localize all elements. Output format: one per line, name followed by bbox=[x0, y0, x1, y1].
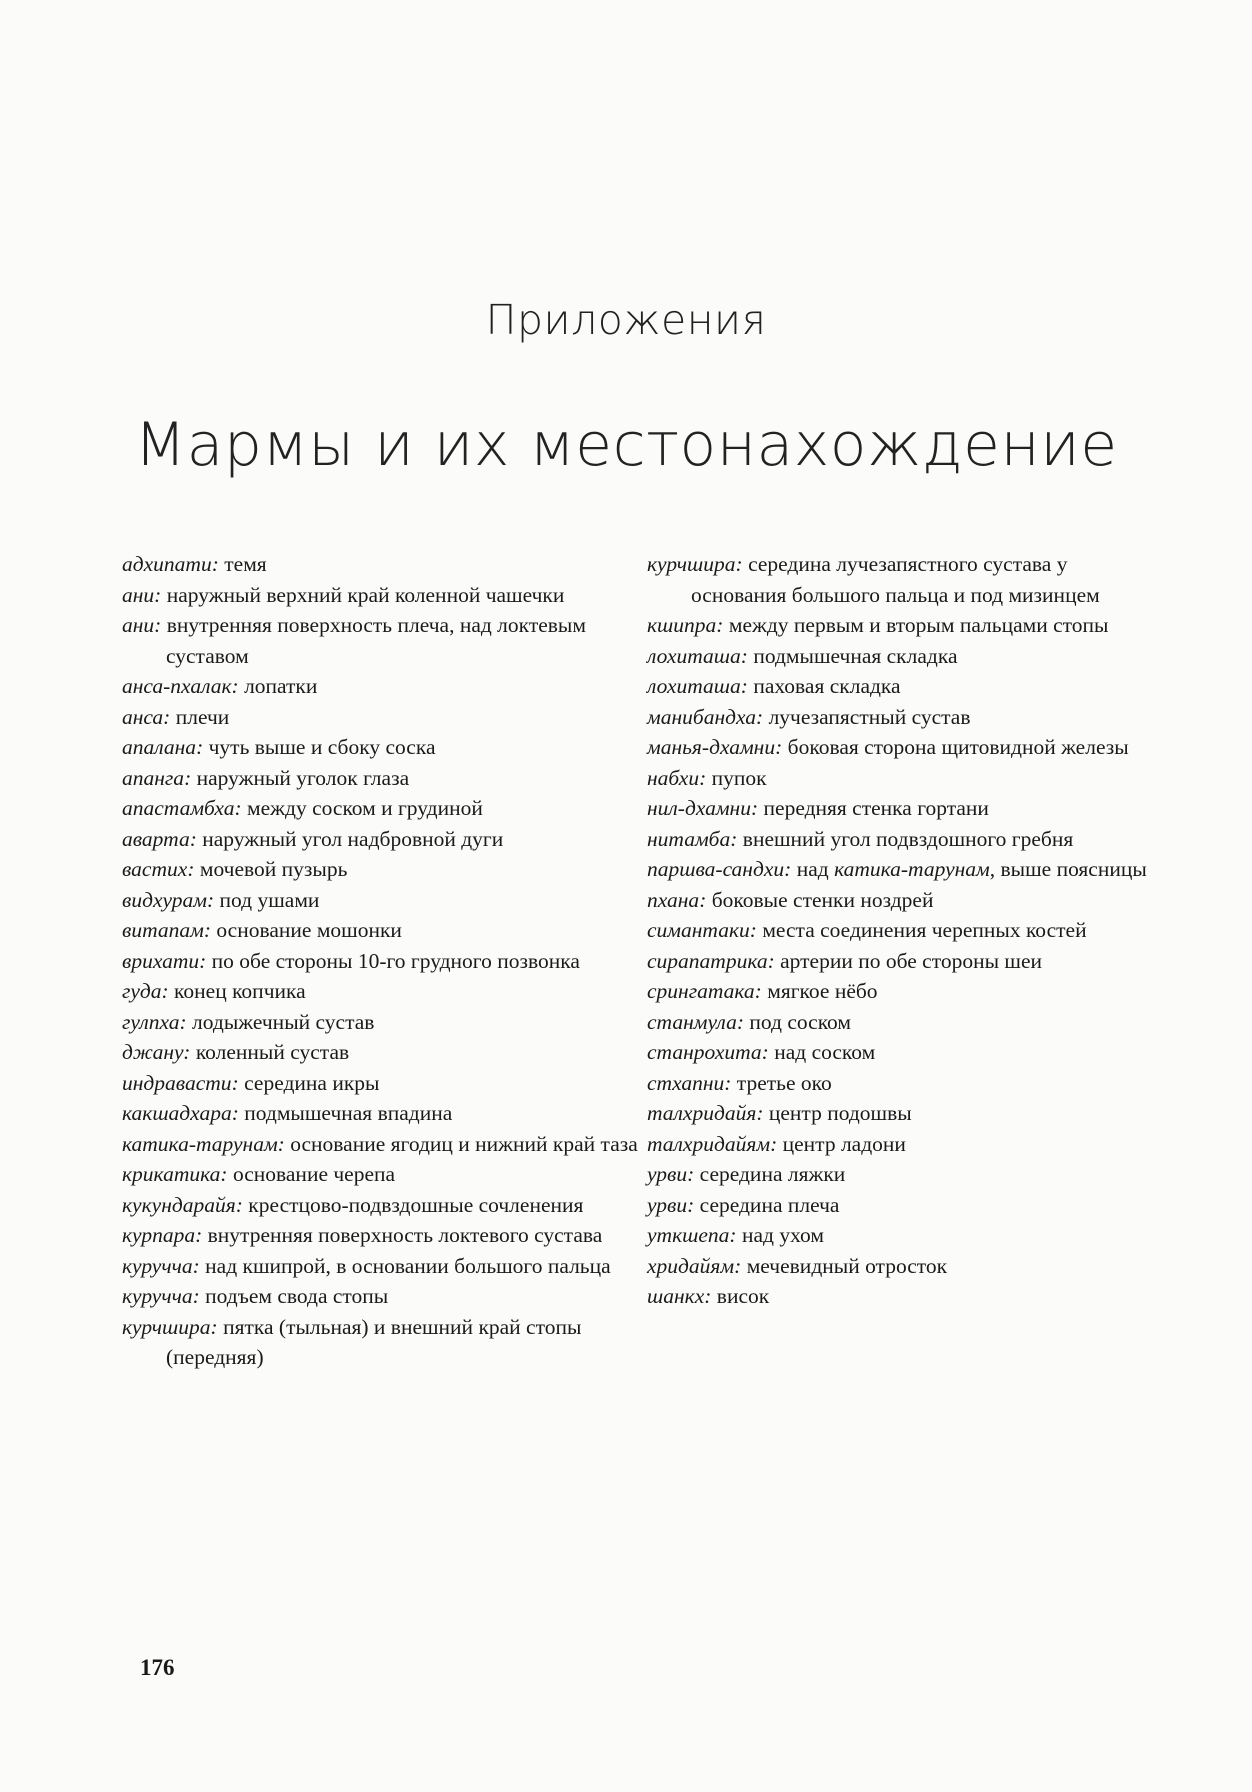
term-separator: : bbox=[161, 979, 169, 1003]
glossary-term: талхридайя bbox=[647, 1101, 757, 1125]
glossary-term: витапам bbox=[122, 918, 204, 942]
glossary-entry bbox=[122, 763, 642, 794]
glossary-description: наружный уголок глаза bbox=[196, 765, 410, 790]
term-separator: : bbox=[754, 979, 762, 1003]
glossary-term: станрохита bbox=[647, 1040, 762, 1064]
glossary-description: основание ягодиц и нижний край таза bbox=[290, 1131, 638, 1156]
glossary-term: курчшира bbox=[647, 552, 736, 576]
term-separator: : bbox=[187, 857, 195, 881]
glossary-term: кукундарайя bbox=[122, 1192, 236, 1217]
term-separator: : bbox=[704, 1284, 712, 1308]
term-separator: : bbox=[203, 918, 212, 942]
glossary-description: внутренняя поверхность плеча, над локтевым суставом bbox=[166, 613, 586, 668]
glossary-description: боковые стенки ноздрей bbox=[711, 887, 934, 912]
glossary-description: под соском bbox=[749, 1009, 851, 1034]
glossary-term: врихати bbox=[122, 948, 200, 973]
glossary-description: над ухом bbox=[741, 1223, 824, 1247]
glossary-description: боковая сторона щитовидной железы bbox=[787, 735, 1129, 759]
glossary-entry bbox=[122, 702, 642, 733]
glossary-description: центр подошвы bbox=[768, 1101, 912, 1125]
glossary-entry bbox=[647, 1281, 1167, 1312]
term-separator: : bbox=[196, 735, 204, 759]
glossary-entry bbox=[647, 854, 1167, 885]
term-separator: : bbox=[740, 674, 748, 698]
glossary-entry bbox=[647, 1129, 1167, 1160]
glossary-description: лодыжечный сустав bbox=[192, 1009, 375, 1034]
term-separator: : bbox=[199, 948, 207, 973]
glossary-description: над соском bbox=[774, 1040, 876, 1064]
description-term: катика-тарунам bbox=[834, 857, 990, 881]
left-column bbox=[122, 549, 642, 1373]
term-separator: : bbox=[211, 552, 219, 576]
glossary-description: места соединения черепных костей bbox=[762, 918, 1087, 942]
glossary-entry bbox=[647, 1098, 1167, 1129]
glossary-entry bbox=[122, 732, 642, 763]
glossary-entry bbox=[647, 915, 1167, 946]
term-separator: : bbox=[750, 796, 759, 820]
glossary-description: центр ладони bbox=[782, 1131, 906, 1156]
term-separator: : bbox=[699, 765, 707, 790]
term-separator: : bbox=[220, 1162, 228, 1186]
glossary-description: висок bbox=[716, 1284, 770, 1308]
glossary-entry bbox=[122, 610, 642, 671]
glossary-entry bbox=[647, 946, 1167, 977]
glossary-entry bbox=[122, 1159, 642, 1190]
term-separator: : bbox=[716, 613, 724, 637]
glossary-term: адхипати bbox=[122, 552, 212, 576]
term-separator: : bbox=[179, 1009, 187, 1034]
glossary-description: подмышечная складка bbox=[753, 643, 958, 668]
glossary-term: станмула bbox=[647, 1009, 737, 1034]
glossary-term: урви bbox=[647, 1162, 688, 1186]
glossary-description: паховая складка bbox=[753, 674, 901, 698]
term-separator: : bbox=[749, 918, 757, 942]
glossary-entry bbox=[122, 1037, 642, 1068]
glossary-description: подмышечная впадина bbox=[244, 1101, 453, 1125]
term-separator: : bbox=[730, 826, 738, 851]
term-separator: : bbox=[770, 1131, 778, 1156]
glossary-entry bbox=[122, 824, 642, 855]
term-separator: : bbox=[735, 552, 743, 576]
glossary-description: третье око bbox=[736, 1070, 832, 1095]
term-separator: : bbox=[154, 613, 162, 637]
glossary-term: катика-тарунам bbox=[122, 1131, 278, 1156]
glossary-term: анса bbox=[122, 704, 164, 729]
glossary-term: апалана bbox=[122, 735, 197, 759]
term-separator: : bbox=[231, 674, 239, 698]
glossary-description: внешний угол подвздошного гребня bbox=[742, 826, 1074, 851]
glossary-term: хридайям bbox=[647, 1253, 735, 1278]
glossary-entry bbox=[122, 1312, 642, 1373]
glossary-term: пхана bbox=[647, 887, 700, 912]
term-separator: : bbox=[724, 1070, 732, 1095]
term-separator: : bbox=[775, 735, 783, 759]
glossary-description: наружный верхний край коленной чашечки bbox=[166, 582, 565, 607]
glossary-entry bbox=[122, 1068, 642, 1099]
glossary-term: гулпха bbox=[122, 1009, 180, 1034]
glossary-description: артерии по обе стороны шеи bbox=[780, 948, 1043, 973]
glossary-term: гуда bbox=[122, 979, 162, 1003]
glossary-description: лопатки bbox=[244, 674, 318, 698]
glossary-entry bbox=[647, 1159, 1167, 1190]
glossary-entry bbox=[647, 1190, 1167, 1221]
glossary-term: манья-дхамни bbox=[647, 735, 776, 759]
glossary-entry bbox=[122, 1220, 642, 1251]
glossary-entry bbox=[122, 1190, 642, 1221]
term-separator: : bbox=[277, 1131, 285, 1156]
glossary-description: плечи bbox=[175, 704, 230, 729]
glossary-term: талхридайям bbox=[647, 1131, 771, 1156]
term-separator: : bbox=[184, 765, 192, 790]
term-separator: : bbox=[183, 1040, 191, 1064]
glossary-description: середина икры bbox=[244, 1070, 380, 1095]
glossary-term: курпара bbox=[122, 1223, 196, 1247]
glossary-description: темя bbox=[224, 552, 267, 576]
glossary-description: крестцово-подвздошные сочленения bbox=[248, 1192, 584, 1217]
glossary-term: индравасти bbox=[122, 1070, 232, 1095]
glossary-term: курчшира bbox=[122, 1314, 211, 1339]
glossary-entry bbox=[122, 793, 642, 824]
glossary-term: аварта bbox=[122, 826, 190, 851]
glossary-entry bbox=[647, 763, 1167, 794]
glossary-entry bbox=[122, 671, 642, 702]
glossary-description: середина лучезапястного сустава у основания большого пальца и под мизинцем bbox=[691, 552, 1100, 607]
glossary-description: подъем свода стопы bbox=[205, 1284, 389, 1308]
glossary-term: симантаки bbox=[647, 918, 750, 942]
glossary-entry bbox=[122, 1281, 642, 1312]
glossary-description: мягкое нёбо bbox=[767, 979, 878, 1003]
term-separator: : bbox=[231, 1101, 239, 1125]
glossary-term: шанкх bbox=[647, 1284, 705, 1308]
glossary-term: апанга bbox=[122, 765, 185, 790]
glossary-term: видхурам bbox=[122, 887, 207, 912]
glossary-term: срингатака bbox=[647, 979, 755, 1003]
term-separator: : bbox=[784, 857, 792, 881]
term-separator: : bbox=[195, 1223, 203, 1247]
glossary-entry bbox=[647, 1251, 1167, 1282]
glossary-entry bbox=[647, 702, 1167, 733]
glossary-entry bbox=[122, 549, 642, 580]
glossary-entry bbox=[122, 885, 642, 916]
glossary-term: паршва-сандхи bbox=[647, 857, 785, 881]
glossary-entry bbox=[122, 1251, 642, 1282]
glossary-term: сирапатрика bbox=[647, 948, 768, 973]
glossary-entry bbox=[647, 610, 1167, 641]
glossary-entry bbox=[647, 671, 1167, 702]
term-separator: : bbox=[699, 887, 707, 912]
glossary-term: вастих bbox=[122, 857, 188, 881]
glossary-description: середина плеча bbox=[699, 1192, 840, 1217]
term-separator: : bbox=[163, 704, 171, 729]
term-separator: : bbox=[206, 887, 215, 912]
glossary-description: коленный сустав bbox=[195, 1040, 350, 1064]
glossary-term: лохиташа bbox=[647, 674, 741, 698]
glossary-term: куручча bbox=[122, 1284, 193, 1308]
glossary-description: чуть выше и сбоку соска bbox=[208, 735, 436, 759]
glossary-entry bbox=[122, 976, 642, 1007]
term-separator: : bbox=[761, 1040, 769, 1064]
glossary-entry bbox=[122, 580, 642, 611]
term-separator: : bbox=[736, 1009, 744, 1034]
glossary-entry bbox=[647, 793, 1167, 824]
page-title: Мармы и их местонахождение bbox=[134, 410, 1118, 480]
glossary-description: между соском и грудиной bbox=[247, 796, 483, 820]
glossary-term: уткшепа bbox=[647, 1223, 730, 1247]
glossary-entry bbox=[647, 824, 1167, 855]
glossary-term: стхапни bbox=[647, 1070, 725, 1095]
glossary-term: урви bbox=[647, 1192, 688, 1217]
term-separator: : bbox=[192, 1284, 200, 1308]
glossary-entry bbox=[122, 1129, 642, 1160]
glossary-description: основание черепа bbox=[232, 1162, 396, 1186]
term-separator: : bbox=[234, 796, 242, 820]
glossary-description: основание мошонки bbox=[216, 918, 402, 942]
section-label: Приложения bbox=[485, 296, 767, 344]
glossary-term: манибандха bbox=[647, 704, 757, 729]
glossary-entry bbox=[122, 854, 642, 885]
term-separator: : bbox=[235, 1192, 243, 1217]
glossary-entry bbox=[122, 1098, 642, 1129]
glossary-entry bbox=[647, 732, 1167, 763]
glossary-entry bbox=[122, 1007, 642, 1038]
term-separator: : bbox=[756, 704, 764, 729]
term-separator: : bbox=[192, 1253, 200, 1278]
glossary-term: нитамба bbox=[647, 826, 731, 851]
term-separator: : bbox=[210, 1314, 218, 1339]
glossary-term: кшипра bbox=[647, 613, 717, 637]
term-separator: : bbox=[154, 582, 162, 607]
glossary-description: пятка (тыльная) и внешний край стопы (передняя) bbox=[166, 1314, 582, 1369]
glossary-entry bbox=[122, 946, 642, 977]
glossary-term: ани bbox=[122, 613, 155, 637]
term-separator: : bbox=[729, 1223, 737, 1247]
term-separator: : bbox=[231, 1070, 239, 1095]
glossary-description: середина ляжки bbox=[699, 1162, 846, 1186]
term-separator: : bbox=[740, 643, 748, 668]
glossary-term: лохиташа bbox=[647, 643, 741, 668]
term-separator: : bbox=[756, 1101, 764, 1125]
glossary-description: мочевой пузырь bbox=[199, 857, 348, 881]
glossary-term: какшадхара bbox=[122, 1101, 232, 1125]
glossary-entry bbox=[647, 549, 1167, 610]
glossary-description: наружный угол надбровной дуги bbox=[202, 826, 504, 851]
term-separator: : bbox=[734, 1253, 742, 1278]
glossary-entry bbox=[647, 885, 1167, 916]
glossary-description: лучезапястный сустав bbox=[768, 704, 971, 729]
glossary-term: анса-пхалак bbox=[122, 674, 232, 698]
glossary-description: по обе стороны 10-го грудного позвонка bbox=[211, 948, 580, 973]
glossary-term: апастамбха bbox=[122, 796, 235, 820]
description-continuation: , выше поясницы bbox=[989, 857, 1147, 881]
glossary-term: джану bbox=[122, 1040, 184, 1064]
glossary-entry bbox=[647, 1007, 1167, 1038]
glossary-description: под ушами bbox=[219, 887, 320, 912]
glossary-entry bbox=[647, 976, 1167, 1007]
glossary-entry bbox=[647, 1220, 1167, 1251]
right-column bbox=[647, 549, 1167, 1312]
glossary-term: ани bbox=[122, 582, 155, 607]
glossary-entry bbox=[647, 1068, 1167, 1099]
term-separator: : bbox=[687, 1162, 695, 1186]
glossary-description: передняя стенка гортани bbox=[763, 796, 989, 820]
glossary-description: над кшипрой, в основании большого пальца bbox=[205, 1253, 611, 1278]
glossary-term: крикатика bbox=[122, 1162, 221, 1186]
glossary-entry bbox=[647, 641, 1167, 672]
glossary-description: внутренняя поверхность локтевого сустава bbox=[207, 1223, 603, 1247]
term-separator: : bbox=[767, 948, 775, 973]
glossary-description: пупок bbox=[711, 765, 767, 790]
glossary-entry bbox=[122, 915, 642, 946]
glossary-description: над bbox=[796, 857, 829, 881]
glossary-term: набхи bbox=[647, 765, 700, 790]
term-separator: : bbox=[189, 826, 197, 851]
term-separator: : bbox=[687, 1192, 695, 1217]
glossary-entry bbox=[647, 1037, 1167, 1068]
glossary-term: нил-дхамни bbox=[647, 796, 751, 820]
glossary-description: между первым и вторым пальцами стопы bbox=[728, 613, 1109, 637]
glossary-term: куручча bbox=[122, 1253, 193, 1278]
page-number: 176 bbox=[140, 1655, 175, 1680]
glossary-description: мечевидный отросток bbox=[746, 1253, 948, 1278]
glossary-description: конец копчика bbox=[174, 979, 306, 1003]
